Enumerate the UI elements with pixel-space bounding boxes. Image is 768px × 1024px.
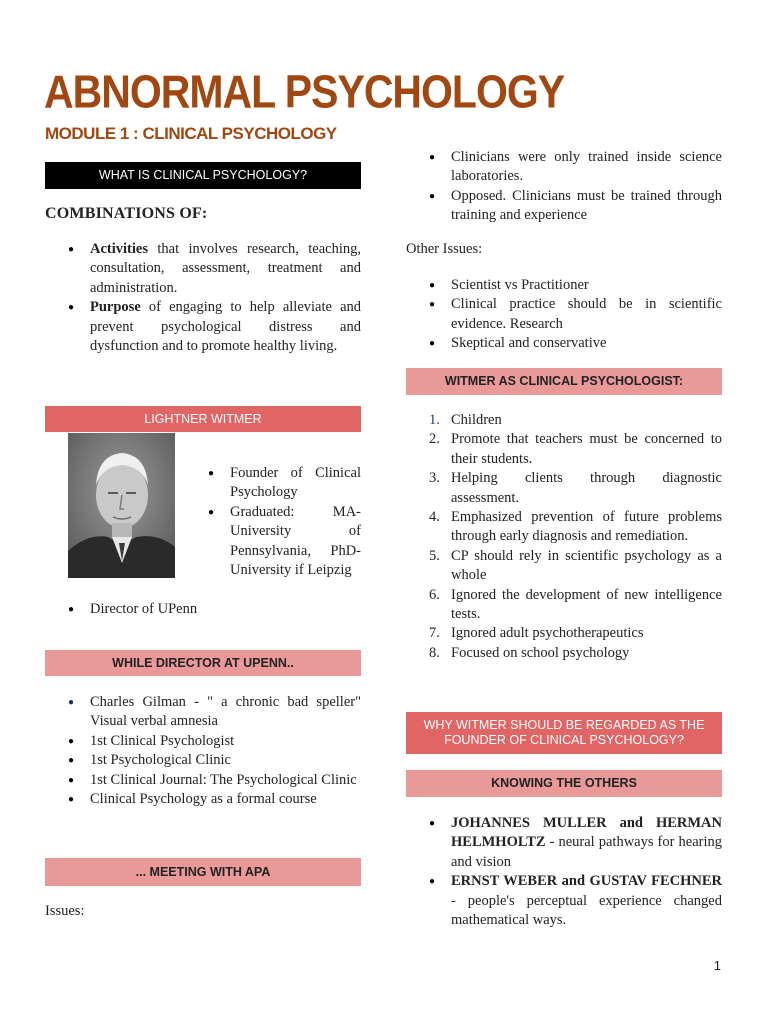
list-item: 4. Emphasized prevention of future problems through early diagnosis and remediation.	[429, 509, 722, 545]
combinations-list	[45, 240, 361, 356]
section-bar-witmer-as-cp: WITMER AS CLINICAL PSYCHOLOGIST:	[406, 368, 722, 395]
list-item: 3. Helping clients through diagnostic assessment.	[429, 470, 722, 506]
combinations-heading: COMBINATIONS OF:	[45, 205, 208, 222]
section-bar-lightner-witmer: LIGHTNER WITMER	[45, 406, 361, 432]
list-item: 2. Promote that teachers must be concerned to their students.	[429, 431, 722, 467]
document-subtitle: MODULE 1 : CLINICAL PSYCHOLOGY	[45, 124, 337, 143]
list-item: ● Founder of Clinical Psychology	[185, 464, 361, 503]
upenn-list	[45, 693, 361, 809]
section-bar-knowing-others: KNOWING THE OTHERS	[406, 770, 722, 797]
document-title: ABNORMAL PSYCHOLOGY	[44, 66, 565, 118]
other-issues-list	[406, 276, 722, 354]
list-item: ● Clinical practice should be in scientific evidence. Research	[406, 295, 722, 334]
witmer-facts-list	[185, 464, 361, 580]
director-list	[45, 600, 361, 619]
list-item: ● JOHANNES MULLER and HERMAN HELMHOLTZ - neural pathways for hearing and vision	[406, 814, 722, 872]
list-item: 6. Ignored the development of new intelligence tests.	[429, 586, 722, 623]
witmer-cp-list	[406, 411, 722, 663]
clinicians-list	[406, 148, 722, 226]
list-item: ● 1st Clinical Psychologist	[45, 732, 361, 751]
list-item: ● ERNST WEBER and GUSTAV FECHNER - people's perceptual experience changed mathematical ways.	[406, 872, 722, 930]
list-item: 8. Focused on school psychology	[429, 644, 630, 661]
list-item: ● Charles Gilman - " a chronic bad speller" Visual verbal amnesia	[45, 693, 361, 732]
list-item: ● 1st Psychological Clinic	[45, 751, 361, 770]
list-item: ● Clinical Psychology as a formal course	[45, 790, 361, 809]
list-item: ● Graduated: MA- University of Pennsylvania, PhD- University if Leipzig	[185, 503, 361, 581]
others-list	[406, 814, 722, 930]
list-item: 5. CP should rely in scientific psychology as a whole	[429, 547, 722, 584]
list-item: ● Clinicians were only trained inside science laboratories.	[406, 148, 722, 187]
witmer-portrait-photo	[68, 433, 175, 578]
list-item: ● Scientist vs Practitioner	[406, 276, 722, 295]
other-issues-label: Other Issues:	[406, 241, 483, 257]
list-item: ● Skeptical and conservative	[406, 334, 722, 353]
page-number: 1	[713, 958, 721, 973]
list-item: 1. Children	[429, 412, 502, 428]
list-item: ● Activities that involves research, teaching, consultation, assessment, treatment and administration.	[45, 240, 361, 298]
list-item: ● Director of UPenn	[45, 600, 361, 619]
list-item: ● 1st Clinical Journal: The Psychological Clinic	[45, 771, 361, 790]
section-bar-while-director: WHILE DIRECTOR AT UPENN..	[45, 650, 361, 676]
section-bar-what-is: WHAT IS CLINICAL PSYCHOLOGY?	[45, 162, 361, 189]
issues-label: Issues:	[45, 903, 85, 919]
list-item: 7. Ignored adult psychotherapeutics	[429, 625, 644, 642]
section-bar-meeting-apa: ... MEETING WITH APA	[45, 858, 361, 886]
list-item: ● Purpose of engaging to help alleviate and prevent psychological distress and dysfunction and to promote healthy living.	[45, 298, 361, 356]
list-item: ● Opposed. Clinicians must be trained through training and experience	[406, 187, 722, 226]
section-bar-why-witmer: WHY WITMER SHOULD BE REGARDED AS THE FOUNDER OF CLINICAL PSYCHOLOGY?	[406, 712, 722, 754]
